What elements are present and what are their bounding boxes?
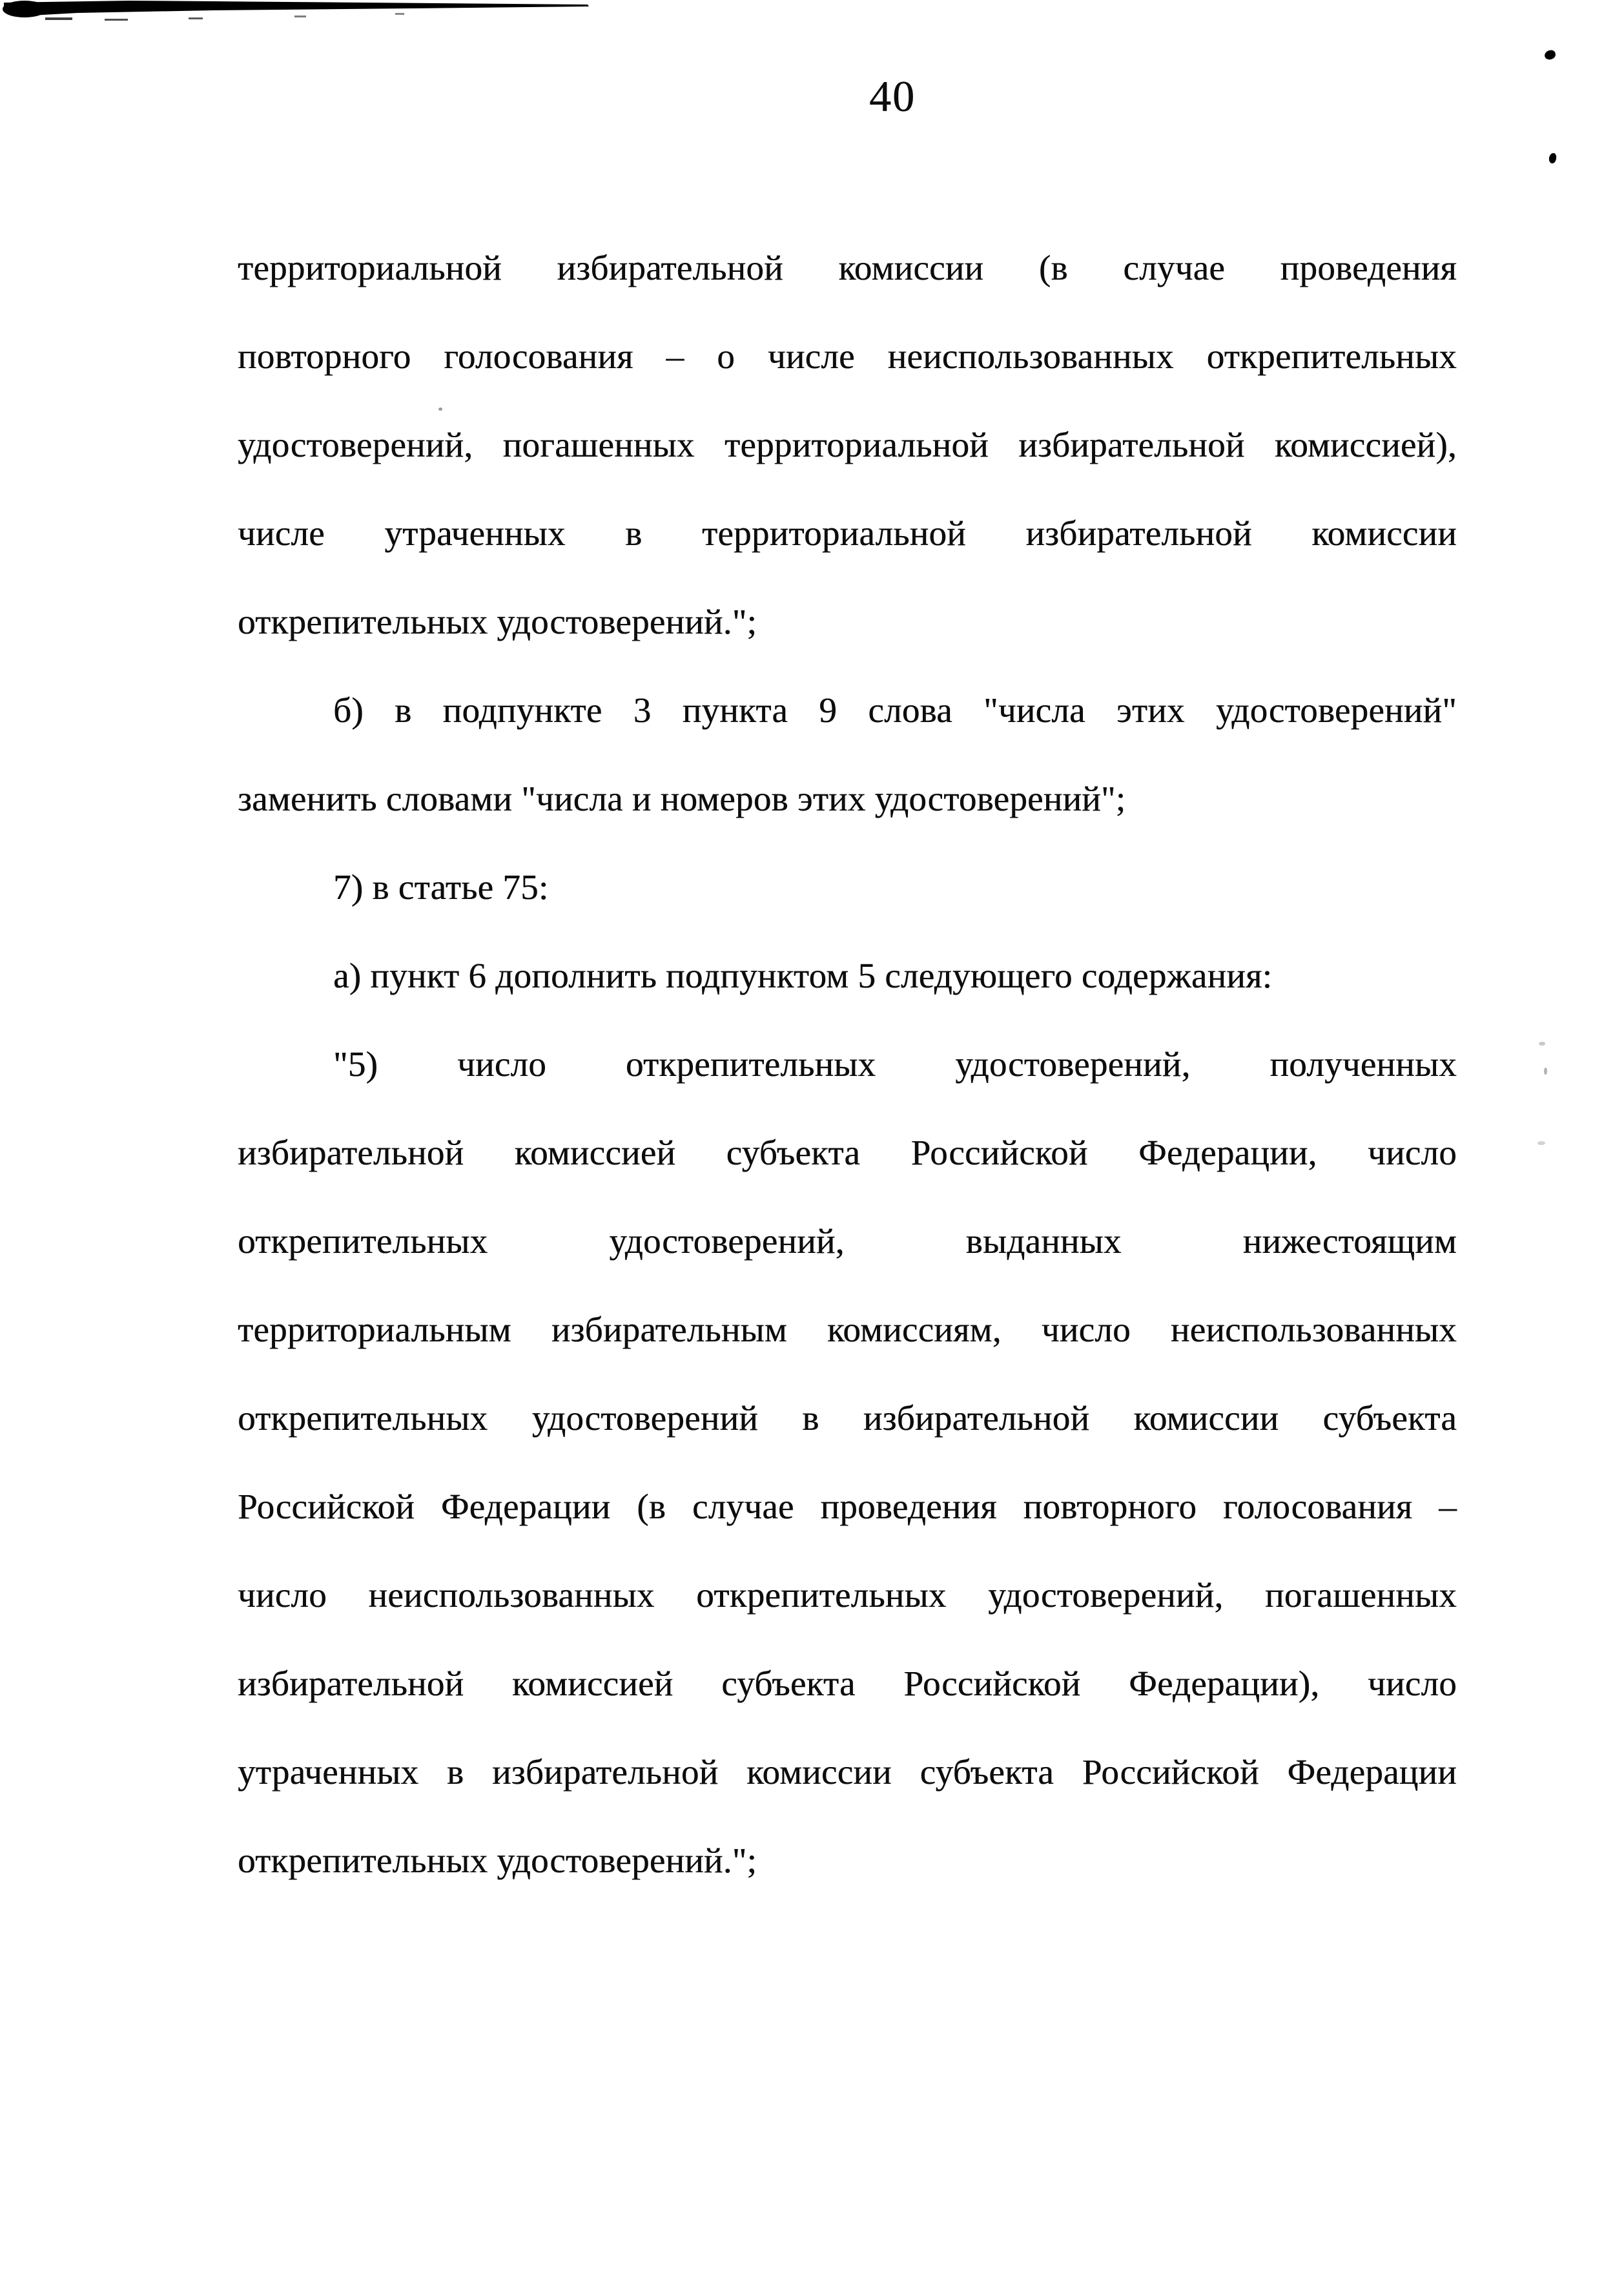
text-line: 7) в статье 75: [333, 867, 549, 907]
text-line: повторного голосования – о числе неиспользованных открепительных [238, 336, 1457, 376]
ink-speck [1544, 1068, 1547, 1075]
text-line: число неиспользованных открепительных удостоверений, погашенных [238, 1575, 1457, 1615]
ink-speck [1539, 1042, 1545, 1046]
paragraph [238, 1020, 1457, 1905]
text-line: Российской Федерации (в случае проведения повторного голосования – [238, 1487, 1457, 1526]
text-line: открепительных удостоверений в избирательной комиссии субъекта [238, 1398, 1457, 1438]
text-line: б) в подпункте 3 пункта 9 слова "числа этих удостоверений" [333, 690, 1457, 730]
document-body [238, 223, 1457, 1905]
text-line: удостоверений, погашенных территориальной избирательной комиссией), [238, 425, 1457, 464]
ink-speck [1544, 49, 1557, 61]
text-line: утраченных в избирательной комиссии субъекта Российской Федерации [238, 1752, 1457, 1792]
text-line: избирательной комиссией субъекта Российской Федерации, число [238, 1133, 1457, 1172]
text-line: открепительных удостоверений."; [238, 602, 757, 641]
paragraph [238, 223, 1457, 666]
scan-artifact-bar [0, 0, 633, 31]
text-line: "5) число открепительных удостоверений, полученных [333, 1044, 1457, 1084]
text-line: открепительных удостоверений."; [238, 1841, 757, 1880]
text-line: открепительных удостоверений, выданных нижестоящим [238, 1221, 1457, 1261]
text-line: территориальной избирательной комиссии (в случае проведения [238, 248, 1457, 287]
paragraph [238, 666, 1457, 843]
paragraph [238, 931, 1457, 1020]
ink-speck [1548, 152, 1557, 163]
paragraph [238, 843, 1457, 931]
page-number: 40 [869, 72, 916, 121]
text-line: заменить словами "числа и номеров этих удостоверений"; [238, 779, 1126, 818]
text-line: территориальным избирательным комиссиям, число неиспользованных [238, 1310, 1457, 1349]
text-line: избирательной комиссией субъекта Российской Федерации), число [238, 1664, 1457, 1703]
text-line: числе утраченных в территориальной избирательной комиссии [238, 513, 1457, 553]
ink-speck [1537, 1141, 1545, 1145]
text-line: а) пункт 6 дополнить подпунктом 5 следующего содержания: [333, 956, 1273, 995]
